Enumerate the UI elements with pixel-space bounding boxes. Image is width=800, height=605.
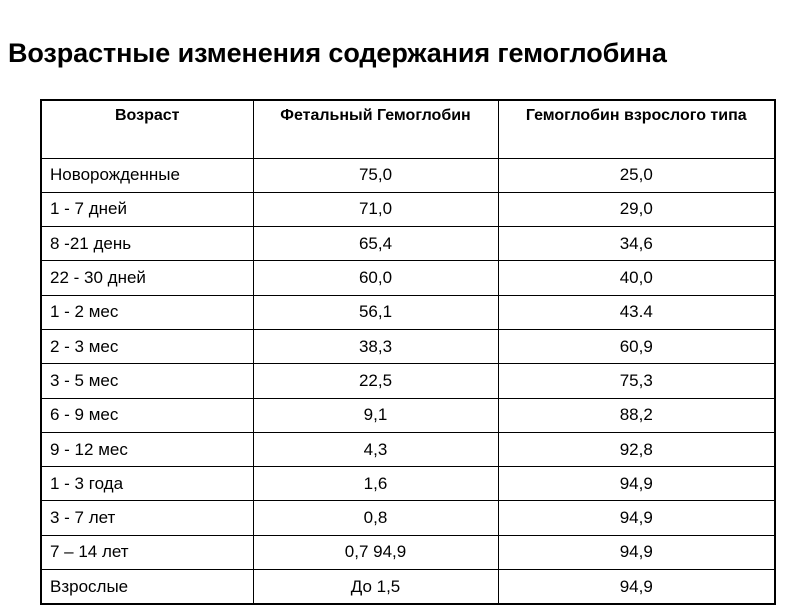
age-cell: Новорожденные [41, 158, 253, 192]
adult-value-cell: 94,9 [498, 467, 775, 501]
table-row [41, 570, 775, 605]
table-row [41, 501, 775, 535]
adult-value-cell: 92,8 [498, 432, 775, 466]
fetal-value-cell: 38,3 [253, 329, 498, 363]
page-title: Возрастные изменения содержания гемоглобина [8, 38, 667, 68]
fetal-value-cell: 0,8 [253, 501, 498, 535]
table-row [41, 329, 775, 363]
adult-value-cell: 94,9 [498, 570, 775, 605]
age-cell: 3 - 7 лет [41, 501, 253, 535]
adult-value-cell: 88,2 [498, 398, 775, 432]
age-cell: 8 -21 день [41, 227, 253, 261]
fetal-value-cell: 60,0 [253, 261, 498, 295]
table-row [41, 398, 775, 432]
table-row [41, 295, 775, 329]
age-cell: 1 - 2 мес [41, 295, 253, 329]
table-body [41, 158, 775, 604]
table-header [41, 100, 775, 158]
fetal-value-cell: 75,0 [253, 158, 498, 192]
adult-value-cell: 75,3 [498, 364, 775, 398]
age-cell: 2 - 3 мес [41, 329, 253, 363]
header-adult-hemoglobin: Гемоглобин взрослого типа [498, 100, 775, 158]
table-row [41, 535, 775, 569]
age-cell: 9 - 12 мес [41, 432, 253, 466]
fetal-value-cell: 56,1 [253, 295, 498, 329]
adult-value-cell: 29,0 [498, 192, 775, 226]
age-cell: 3 - 5 мес [41, 364, 253, 398]
fetal-value-cell: 9,1 [253, 398, 498, 432]
table-row [41, 158, 775, 192]
adult-value-cell: 60,9 [498, 329, 775, 363]
age-cell: 1 - 7 дней [41, 192, 253, 226]
age-cell: 1 - 3 года [41, 467, 253, 501]
age-cell: 7 – 14 лет [41, 535, 253, 569]
header-fetal-hemoglobin: Фетальный Гемоглобин [253, 100, 498, 158]
age-cell: 6 - 9 мес [41, 398, 253, 432]
fetal-value-cell: 0,7 94,9 [253, 535, 498, 569]
fetal-value-cell: До 1,5 [253, 570, 498, 605]
fetal-value-cell: 71,0 [253, 192, 498, 226]
age-cell: 22 - 30 дней [41, 261, 253, 295]
adult-value-cell: 94,9 [498, 535, 775, 569]
fetal-value-cell: 65,4 [253, 227, 498, 261]
header-age: Возраст [41, 100, 253, 158]
adult-value-cell: 34,6 [498, 227, 775, 261]
table-row [41, 227, 775, 261]
header-row [41, 100, 775, 158]
table-row [41, 261, 775, 295]
fetal-value-cell: 4,3 [253, 432, 498, 466]
adult-value-cell: 94,9 [498, 501, 775, 535]
fetal-value-cell: 1,6 [253, 467, 498, 501]
adult-value-cell: 43.4 [498, 295, 775, 329]
table-row [41, 364, 775, 398]
adult-value-cell: 40,0 [498, 261, 775, 295]
adult-value-cell: 25,0 [498, 158, 775, 192]
table-row [41, 467, 775, 501]
age-cell: Взрослые [41, 570, 253, 605]
hemoglobin-table [40, 99, 776, 605]
table-row [41, 432, 775, 466]
fetal-value-cell: 22,5 [253, 364, 498, 398]
table-row [41, 192, 775, 226]
